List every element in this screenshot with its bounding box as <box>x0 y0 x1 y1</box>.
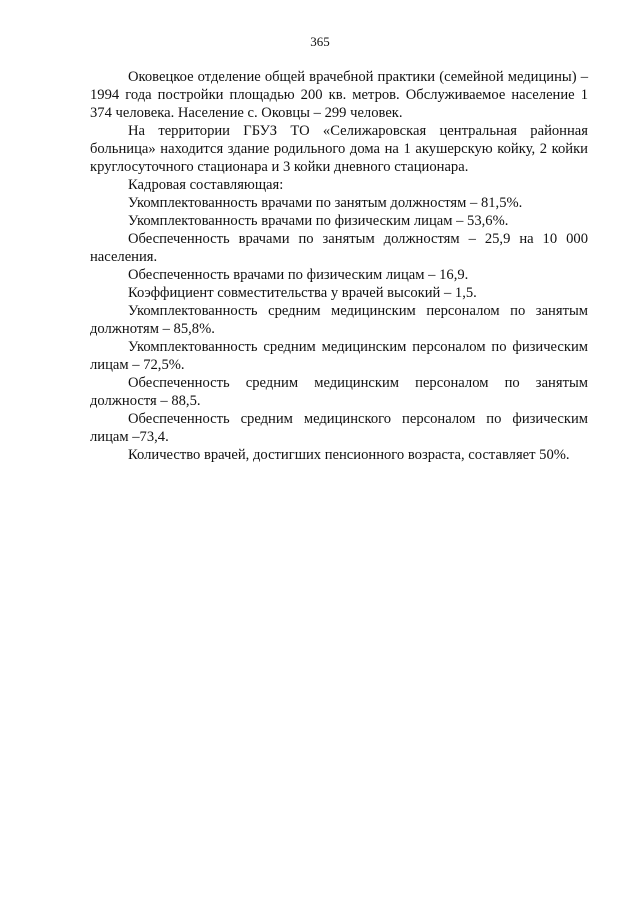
paragraph-doctor-staffing-positions: Укомплектованность врачами по занятым должностям – 81,5%. <box>128 195 523 211</box>
paragraph-part-time-coefficient: Коэффициент совместительства у врачей высокий – 1,5. <box>128 285 477 301</box>
paragraph-hospital-facilities: На территории ГБУЗ ТО «Селижаровская центральная районная больница» находится здание родильного дома на 1 акушерскую койку, 2 койки круглосуточного стационара и 3 койки дневного стационара. <box>90 123 588 175</box>
paragraph-okovtsy-office: Оковецкое отделение общей врачебной практики (семейной медицины) – 1994 года постройки площадью 200 кв. метров. Обслуживаемое население 1 374 человека. Население с. Оковцы – 299 человек. <box>90 69 588 121</box>
paragraph-doctor-staffing-persons: Укомплектованность врачами по физическим лицам – 53,6%. <box>128 213 509 229</box>
paragraph-doctor-provision-positions: Обеспеченность врачами по занятым должностям – 25,9 на 10 000 населения. <box>90 231 588 265</box>
paragraph-nurse-provision-positions: Обеспеченность средним медицинским персоналом по занятым должностя – 88,5. <box>90 375 588 409</box>
paragraph-retirement-age-doctors: Количество врачей, достигших пенсионного возраста, составляет 50%. <box>128 447 570 463</box>
paragraph-staffing-heading: Кадровая составляющая: <box>128 177 284 193</box>
paragraph-doctor-provision-persons: Обеспеченность врачами по физическим лицам – 16,9. <box>128 267 469 283</box>
page-number: 365 <box>310 34 330 49</box>
paragraph-nurse-provision-persons: Обеспеченность средним медицинского персоналом по физическим лицам –73,4. <box>90 411 588 445</box>
paragraph-nurse-staffing-persons: Укомплектованность средним медицинским персоналом по физическим лицам – 72,5%. <box>90 339 588 373</box>
paragraph-nurse-staffing-positions: Укомплектованность средним медицинским персоналом по занятым должнотям – 85,8%. <box>90 303 588 337</box>
document-body <box>90 68 588 464</box>
